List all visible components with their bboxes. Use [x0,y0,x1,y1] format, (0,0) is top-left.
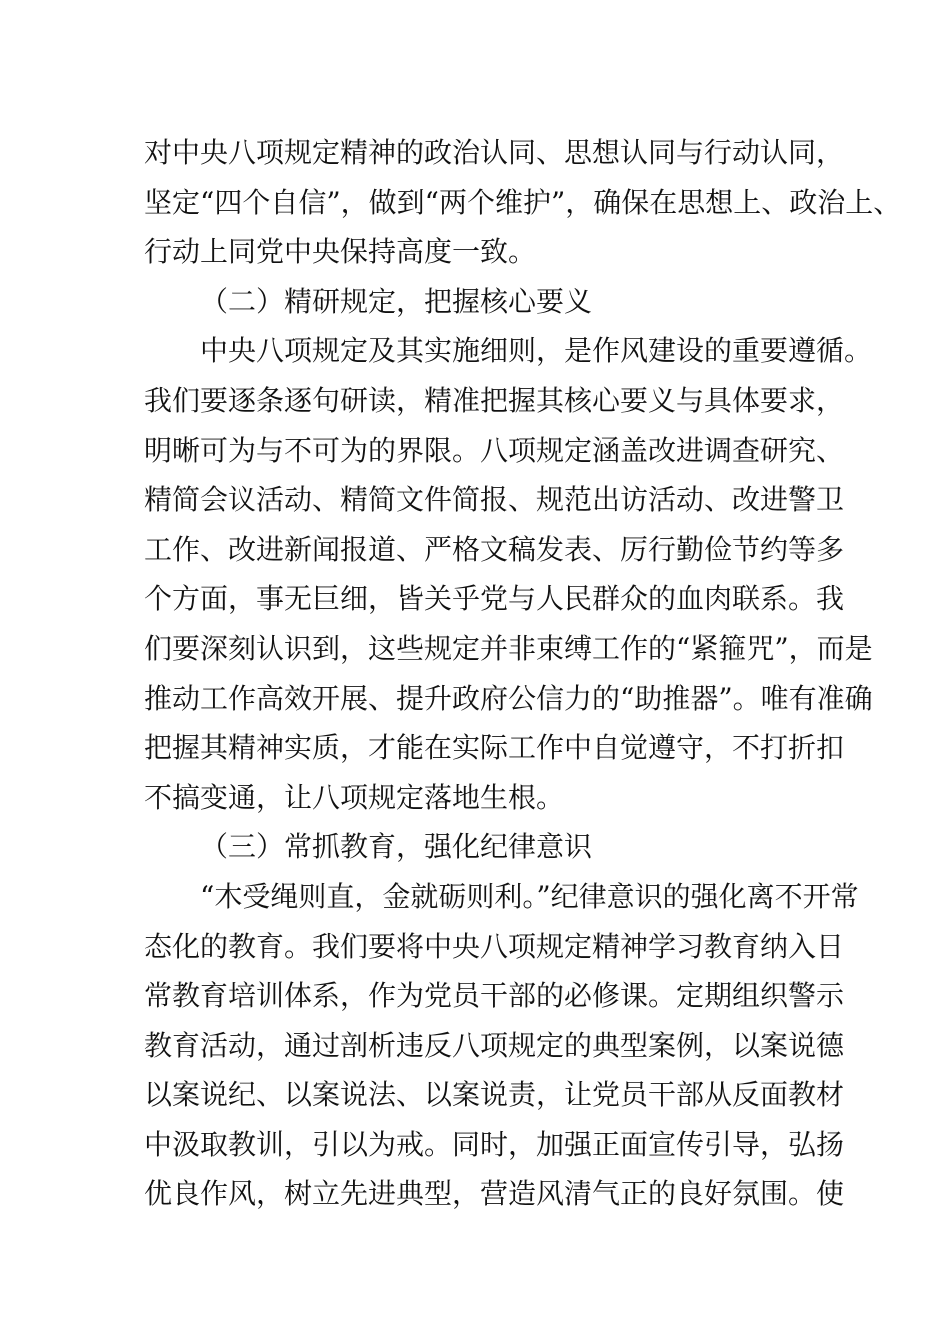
document-body [144,128,902,1219]
paragraph-first-line: “木受绳则直，金就砺则利。”纪律意识的强化离不开常 [200,879,859,913]
body-text-line: 推动工作高效开展、提升政府公信力的“助推器”。唯有准确 [144,681,873,715]
body-text-line: 精简会议活动、精简文件简报、规范出访活动、改进警卫 [144,483,845,517]
body-text-line: 态化的教育。我们要将中央八项规定精神学习教育纳入日 [144,929,845,963]
body-text-line: 常教育培训体系，作为党员干部的必修课。定期组织警示 [144,979,845,1013]
paragraph-first-line: 中央八项规定及其实施细则，是作风建设的重要遵循。 [200,334,873,368]
body-text-line: 把握其精神实质，才能在实际工作中自觉遵守，不打折扣 [144,731,845,765]
body-text-line: 教育活动，通过剖析违反八项规定的典型案例，以案说德 [144,1028,845,1062]
body-text-line: 优良作风，树立先进典型，营造风清气正的良好氛围。使 [144,1177,845,1211]
section-heading-3: （三）常抓教育，强化纪律意识 [200,830,593,864]
body-text-line: 不搞变通，让八项规定落地生根。 [144,780,565,814]
body-text-line: 我们要逐条逐句研读，精准把握其核心要义与具体要求， [144,383,845,417]
body-text-line: 们要深刻认识到，这些规定并非束缚工作的“紧箍咒”，而是 [144,631,873,665]
body-text-line: 行动上同党中央保持高度一致。 [144,235,537,269]
body-text-line: 对中央八项规定精神的政治认同、思想认同与行动认同， [144,136,845,169]
body-text-line: 坚定“四个自信”，做到“两个维护”，确保在思想上、政治上、 [144,185,902,219]
body-text-line: 个方面，事无巨细，皆关乎党与人民群众的血肉联系。我 [144,582,845,616]
section-heading-2: （二）精研规定，把握核心要义 [200,284,593,318]
body-text-line: 中汲取教训，引以为戒。同时，加强正面宣传引导，弘扬 [144,1127,845,1161]
body-text-line: 明晰可为与不可为的界限。八项规定涵盖改进调查研究、 [144,433,845,467]
body-text-line: 以案说纪、以案说法、以案说责，让党员干部从反面教材 [144,1078,845,1112]
body-text-line: 工作、改进新闻报道、严格文稿发表、厉行勤俭节约等多 [144,532,845,566]
